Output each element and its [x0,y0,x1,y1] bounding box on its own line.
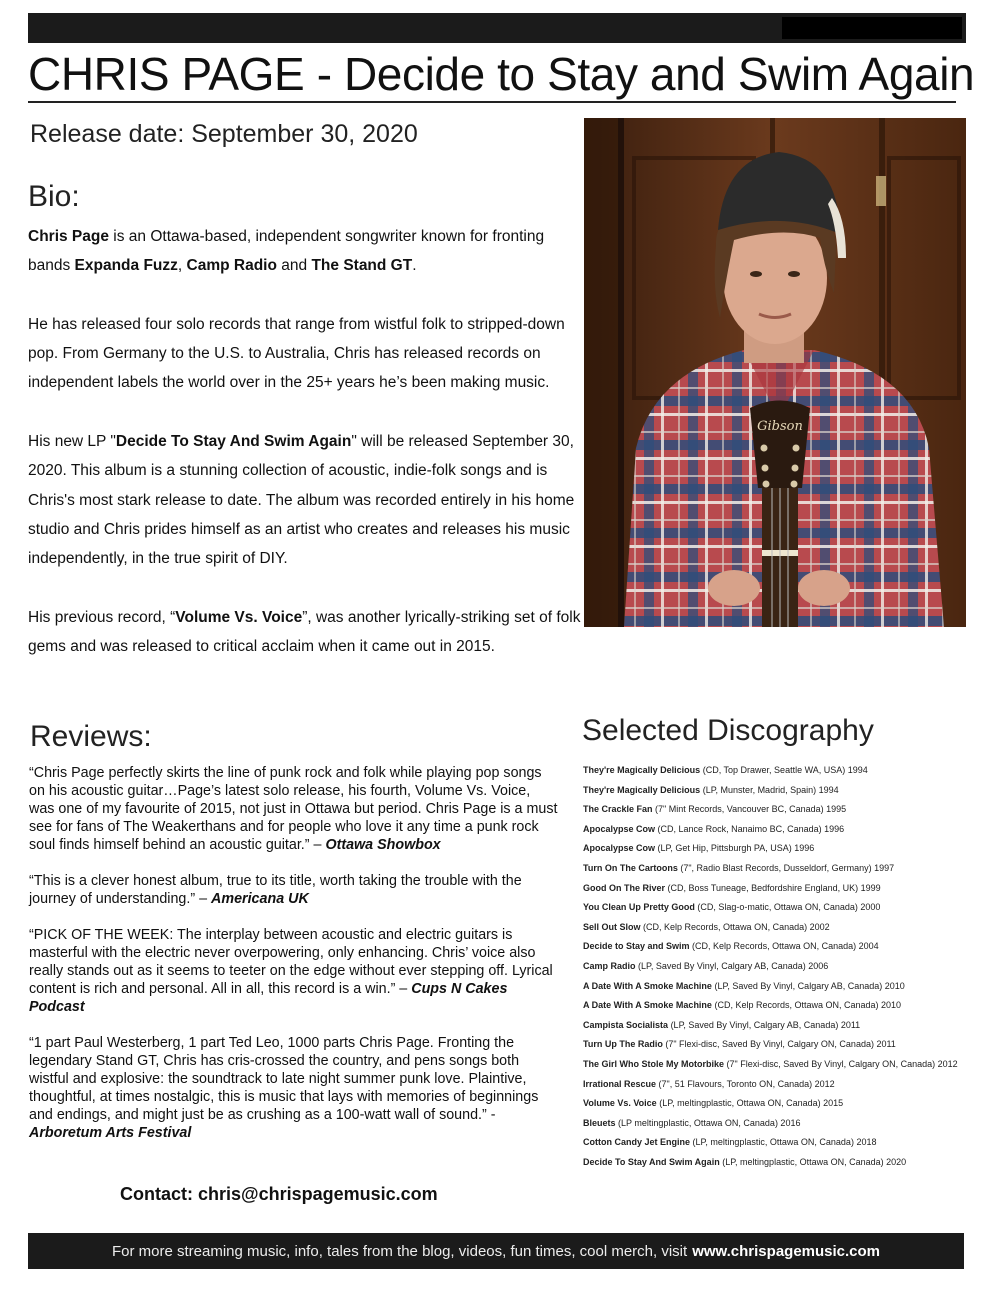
release-details: (LP, meltingplastic, Ottawa ON, Canada) 2015 [659,1098,844,1109]
header-bar [28,13,966,43]
discography-item [583,1057,998,1077]
album-name: Decide To Stay And Swim Again [115,433,352,451]
bio-text-span: " will be released September 30, 2020. This album is a stunning collection of acoustic, indie-folk songs and is Chris's most stark release to date. The album was recorded entirely in his home studio and Chris prides himself as an artist who creates and releases his music independently, in the true spirit of DIY. [28,433,575,568]
reviews-heading: Reviews: [30,720,152,753]
bio-text-span: His previous record, “ [28,608,176,626]
release-details: (7", 51 Flavours, Toronto ON, Canada) 2012 [658,1078,835,1089]
release-title: Cotton Candy Jet Engine [583,1137,691,1148]
release-details: (7" Flexi-disc, Saved By Vinyl, Calgary ON, Canada) 2011 [665,1039,896,1050]
band-name: Camp Radio [186,257,277,275]
discography-item [583,1135,998,1155]
portrait-photo-icon [584,118,966,627]
release-details: (CD, Boss Tuneage, Bedfordshire England, UK) 1999 [667,882,881,893]
discography-item [583,881,998,901]
review-item [29,926,559,1016]
review-source: Arboretum Arts Festival [29,1125,192,1141]
bio-paragraph-1 [28,222,588,281]
release-details: (CD, Kelp Records, Ottawa ON, Canada) 2010 [714,1000,902,1011]
review-source: Cups N Cakes Podcast [29,981,508,1015]
release-date: Release date: September 30, 2020 [30,120,418,148]
release-title: You Clean Up Pretty Good [583,902,695,913]
review-source: Ottawa Showbox [325,837,441,853]
discography-item [583,998,998,1018]
bio-text-span: and [276,257,312,275]
review-item [29,764,559,854]
release-details: (7" Flexi-disc, Saved By Vinyl, Calgary ON, Canada) 2012 [726,1058,958,1069]
release-title: Turn On The Cartoons [583,862,678,873]
discography-item [583,1018,998,1038]
discography-item [583,861,998,881]
release-details: (LP, meltingplastic, Ottawa ON, Canada) 2020 [722,1156,907,1167]
discography-item [583,763,998,783]
release-title: Irrational Rescue [583,1078,657,1089]
discography-list [583,763,998,1174]
release-details: (LP, Get Hip, Pittsburgh PA, USA) 1996 [657,843,815,854]
bio-text-span: , [177,257,187,275]
bio-text [28,222,588,661]
reviews-list [29,764,559,1160]
footer-bar [28,1233,964,1269]
album-name: Volume Vs. Voice [175,608,303,626]
header-bar-block [782,17,962,39]
band-name: Expanda Fuzz [74,257,178,275]
release-title: Volume Vs. Voice [583,1098,657,1109]
band-name: The Stand GT [311,257,413,275]
bio-text-span: . [412,257,417,275]
review-item [29,1034,559,1142]
review-quote: “1 part Paul Westerberg, 1 part Ted Leo, 1000 parts Chris Page. Fronting the legendary Stand GT, Chris has cris-crossed the country, and pens songs both wistful and explosive: the soundtrack to late night summer punk love. Plaintive, thoughtful, at times nostalgic, this is music that lays with memories of beginnings and endings, and might just be as crushing as a 100-watt wall of sound.” - [29,1035,539,1123]
release-details: (CD, Kelp Records, Ottawa ON, Canada) 2002 [643,921,830,932]
website-link[interactable]: www.chrispagemusic.com [692,1242,881,1260]
release-title: Apocalypse Cow [583,843,656,854]
page-title: CHRIS PAGE - Decide to Stay and Swim Again [28,48,975,100]
release-title: The Girl Who Stole My Motorbike [583,1058,725,1069]
release-details: (LP, Saved By Vinyl, Calgary AB, Canada) 2011 [670,1019,861,1030]
contact-email[interactable]: Contact: chris@chrispagemusic.com [120,1184,438,1204]
title-divider [28,101,956,103]
discography-item [583,1155,998,1175]
release-title: Bleuets [583,1117,616,1128]
release-title: They're Magically Delicious [583,784,701,795]
release-details: (CD, Kelp Records, Ottawa ON, Canada) 2004 [692,941,879,952]
release-title: Sell Out Slow [583,921,641,932]
release-details: (7", Radio Blast Records, Dusseldorf, Germany) 1997 [680,862,895,873]
discography-item [583,939,998,959]
review-quote: “PICK OF THE WEEK: The interplay between acoustic and electric guitars is masterful with the electric never overpowering, only enhancing. Chris’ voice also really stands out as it seems to teeter on the edge without ever stepping off. Lyrical content is rich and personal. All in all, this record is a win.” – [29,927,553,997]
release-title: A Date With A Smoke Machine [583,980,712,991]
discography-item [583,1096,998,1116]
release-details: (LP, Munster, Madrid, Spain) 1994 [702,784,839,795]
discography-item [583,822,998,842]
bio-heading: Bio: [28,180,80,213]
discography-item [583,783,998,803]
release-title: Good On The River [583,882,666,893]
bio-text-span: His new LP " [28,433,116,451]
bio-paragraph-4 [28,603,588,662]
footer-text: For more streaming music, info, tales from the blog, videos, fun times, cool merch, visit [111,1242,688,1260]
review-source: Americana UK [211,891,309,907]
release-title: They're Magically Delicious [583,765,701,775]
release-details: (7" Mint Records, Vancouver BC, Canada) 1995 [655,804,847,815]
discography-item [583,802,998,822]
bio-paragraph-2: He has released four solo records that range from wistful folk to stripped-down pop. From Germany to the U.S. to Australia, Chris has released records on independent labels the world over in the 25+ years he’s been making music. [28,315,565,392]
review-quote: “Chris Page perfectly skirts the line of punk rock and folk while playing pop songs on his acoustic guitar…Page’s latest solo release, his fourth, Volume Vs. Voice, was one of my favourite of 2015, not just in Ottawa but period. Chris Page is a must see for fans of The Weakerthans and for people who love it any time a punk rock soul finds himself behind an acoustic guitar.” – [29,765,558,853]
release-details: (LP meltingplastic, Ottawa ON, Canada) 2016 [618,1117,801,1128]
artist-photo [584,118,966,627]
release-details: (CD, Slag-o-matic, Ottawa ON, Canada) 2000 [697,902,881,913]
discography-item [583,979,998,999]
release-details: (LP, Saved By Vinyl, Calgary AB, Canada) 2006 [638,960,829,971]
release-details: (LP, meltingplastic, Ottawa ON, Canada) 2018 [692,1137,877,1148]
discography-item [583,1037,998,1057]
discography-item [583,959,998,979]
release-details: (CD, Lance Rock, Nanaimo BC, Canada) 1996 [657,823,845,834]
discography-item [583,1077,998,1097]
review-item [29,872,559,908]
artist-name: Chris Page [28,228,109,245]
discography-item [583,900,998,920]
release-title: Camp Radio [583,960,636,971]
review-quote: “This is a clever honest album, true to its title, worth taking the trouble with the journey of understanding.” – [29,873,522,907]
guitar-brand-text: Gibson [757,419,803,434]
discography-item [583,841,998,861]
discography-item [583,920,998,940]
discography-heading: Selected Discography [582,714,874,747]
release-title: Campista Socialista [583,1019,669,1030]
bio-text-span: is an Ottawa-based, independent songwriter known for fronting bands [28,228,545,275]
release-title: Turn Up The Radio [583,1039,663,1050]
discography-item [583,1116,998,1136]
bio-text-span: ”, was another lyrically-striking set of folk gems and was released to critical acclaim when it came out in 2015. [28,608,581,656]
release-details: (CD, Top Drawer, Seattle WA, USA) 1994 [702,765,868,775]
release-title: Apocalypse Cow [583,823,656,834]
release-title: The Crackle Fan [583,804,653,815]
release-details: (LP, Saved By Vinyl, Calgary AB, Canada) 2010 [714,980,905,991]
release-title: Decide To Stay And Swim Again [583,1156,720,1167]
release-title: Decide to Stay and Swim [583,941,690,952]
bio-paragraph-3 [28,427,588,573]
release-title: A Date With A Smoke Machine [583,1000,712,1011]
